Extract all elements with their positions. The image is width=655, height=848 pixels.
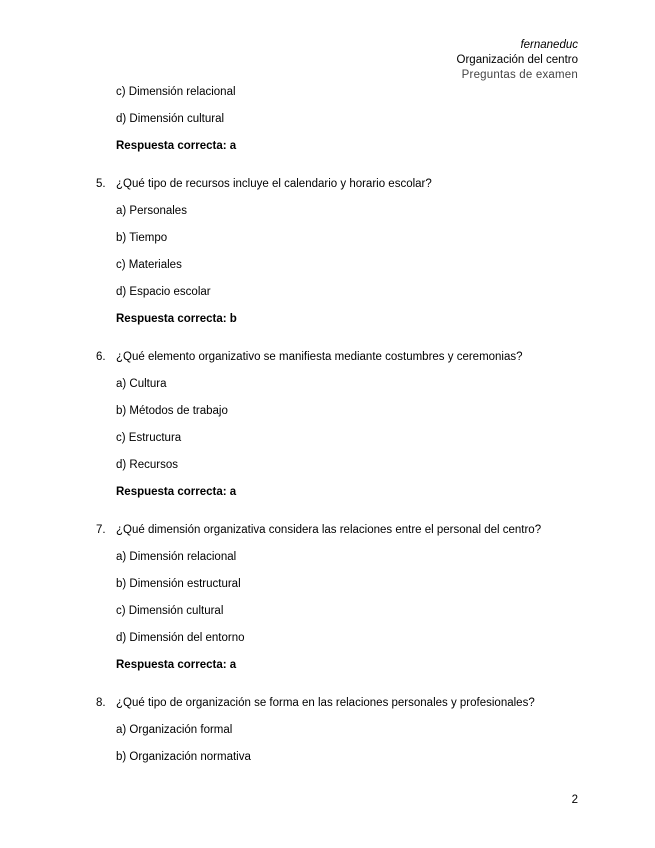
answer-option: d) Dimensión cultural: [116, 113, 225, 125]
answer-option: a) Cultura: [116, 378, 167, 390]
question-number: 5.: [96, 178, 106, 190]
question-text: ¿Qué tipo de recursos incluye el calendario y horario escolar?: [116, 178, 432, 190]
answer-option: b) Organización normativa: [116, 751, 251, 763]
header-title: Organización del centro: [456, 54, 578, 66]
question-text: ¿Qué tipo de organización se forma en las relaciones personales y profesionales?: [116, 697, 535, 709]
answer-option: b) Métodos de trabajo: [116, 405, 228, 417]
answer-option: c) Dimensión relacional: [116, 86, 236, 98]
answer-option: a) Organización formal: [116, 724, 233, 736]
answer-option: c) Estructura: [116, 432, 182, 444]
page-header: [457, 38, 578, 83]
question-number: 6.: [96, 351, 106, 363]
answer-option: d) Espacio escolar: [116, 286, 211, 298]
answer-option: d) Recursos: [116, 459, 178, 471]
question-number: 7.: [96, 524, 106, 536]
correct-answer: Respuesta correcta: a: [116, 486, 237, 498]
answer-option: c) Materiales: [116, 259, 182, 271]
answer-option: d) Dimensión del entorno: [116, 632, 245, 644]
answer-option: b) Tiempo: [116, 232, 168, 244]
answer-option: c) Dimensión cultural: [116, 605, 224, 617]
answer-option: b) Dimensión estructural: [116, 578, 241, 590]
question-number: 8.: [96, 697, 106, 709]
correct-answer: Respuesta correcta: b: [116, 313, 237, 325]
header-subtitle: Preguntas de examen: [461, 69, 578, 81]
question-text: ¿Qué elemento organizativo se manifiesta mediante costumbres y ceremonias?: [116, 351, 523, 363]
correct-answer: Respuesta correcta: a: [116, 140, 237, 152]
header-author: fernaneduc: [520, 39, 578, 51]
question-text: ¿Qué dimensión organizativa considera las relaciones entre el personal del centro?: [116, 524, 542, 536]
correct-answer: Respuesta correcta: a: [116, 659, 237, 671]
page-number: 2: [571, 794, 578, 806]
answer-option: a) Dimensión relacional: [116, 551, 237, 563]
answer-option: a) Personales: [116, 205, 187, 217]
